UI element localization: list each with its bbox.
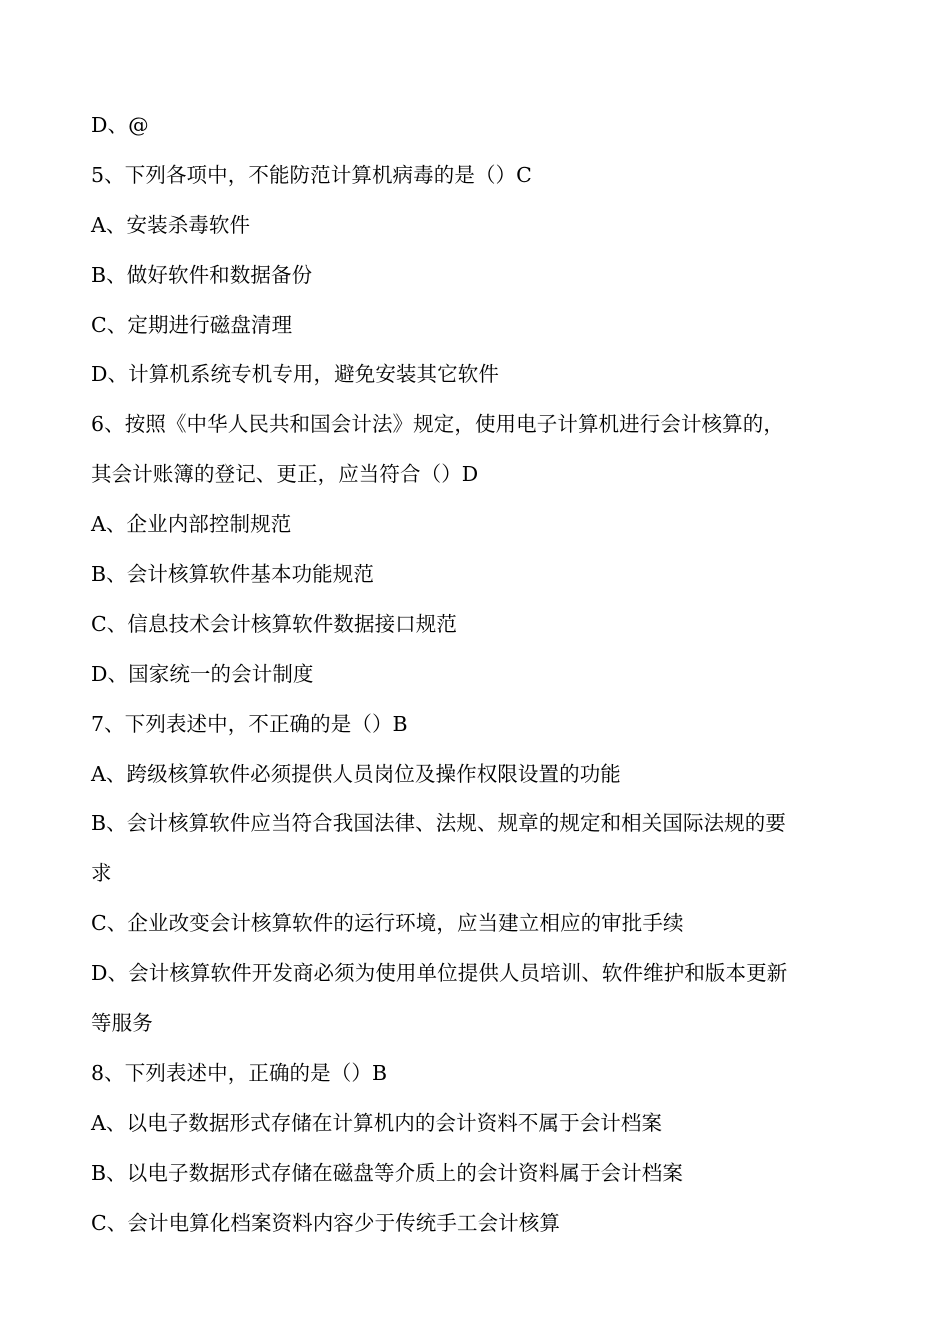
option-line-continuation: 等服务 [91,1011,153,1036]
option-line-continuation: 求 [91,861,112,886]
option-line: C、定期进行磁盘清理 [91,312,293,337]
option-line: B、会计核算软件应当符合我国法律、法规、规章的规定和相关国际法规的要 [91,811,786,836]
question-line: 6、按照《中华人民共和国会计法》规定，使用电子计算机进行会计核算的， [91,412,784,437]
option-line: D、会计核算软件开发商必须为使用单位提供人员培训、软件维护和版本更新 [91,961,788,986]
question-line: 8、下列表述中，正确的是（）B [91,1060,388,1085]
option-line: A、安装杀毒软件 [91,212,251,237]
option-line: D、国家统一的会计制度 [91,661,314,686]
option-line: D、@ [91,113,149,137]
option-line: C、信息技术会计核算软件数据接口规范 [91,611,457,636]
option-line: A、跨级核算软件必须提供人员岗位及操作权限设置的功能 [91,761,621,786]
question-line: 7、下列表述中，不正确的是（）B [91,711,408,736]
option-line: A、企业内部控制规范 [91,512,292,537]
question-line: 5、下列各项中，不能防范计算机病毒的是（）C [91,162,532,187]
document-body [91,101,866,1248]
option-line: D、计算机系统专机专用，避免安装其它软件 [91,362,499,387]
option-line: B、会计核算软件基本功能规范 [91,562,374,587]
option-line: C、企业改变会计核算软件的运行环境，应当建立相应的审批手续 [91,911,684,936]
option-line: B、以电子数据形式存储在磁盘等介质上的会计资料属于会计档案 [91,1160,683,1185]
option-line: A、以电子数据形式存储在计算机内的会计资料不属于会计档案 [91,1110,663,1135]
option-line: B、做好软件和数据备份 [91,262,313,287]
option-line: C、会计电算化档案资料内容少于传统手工会计核算 [91,1210,560,1235]
question-line-continuation: 其会计账簿的登记、更正，应当符合（）D [91,462,479,487]
